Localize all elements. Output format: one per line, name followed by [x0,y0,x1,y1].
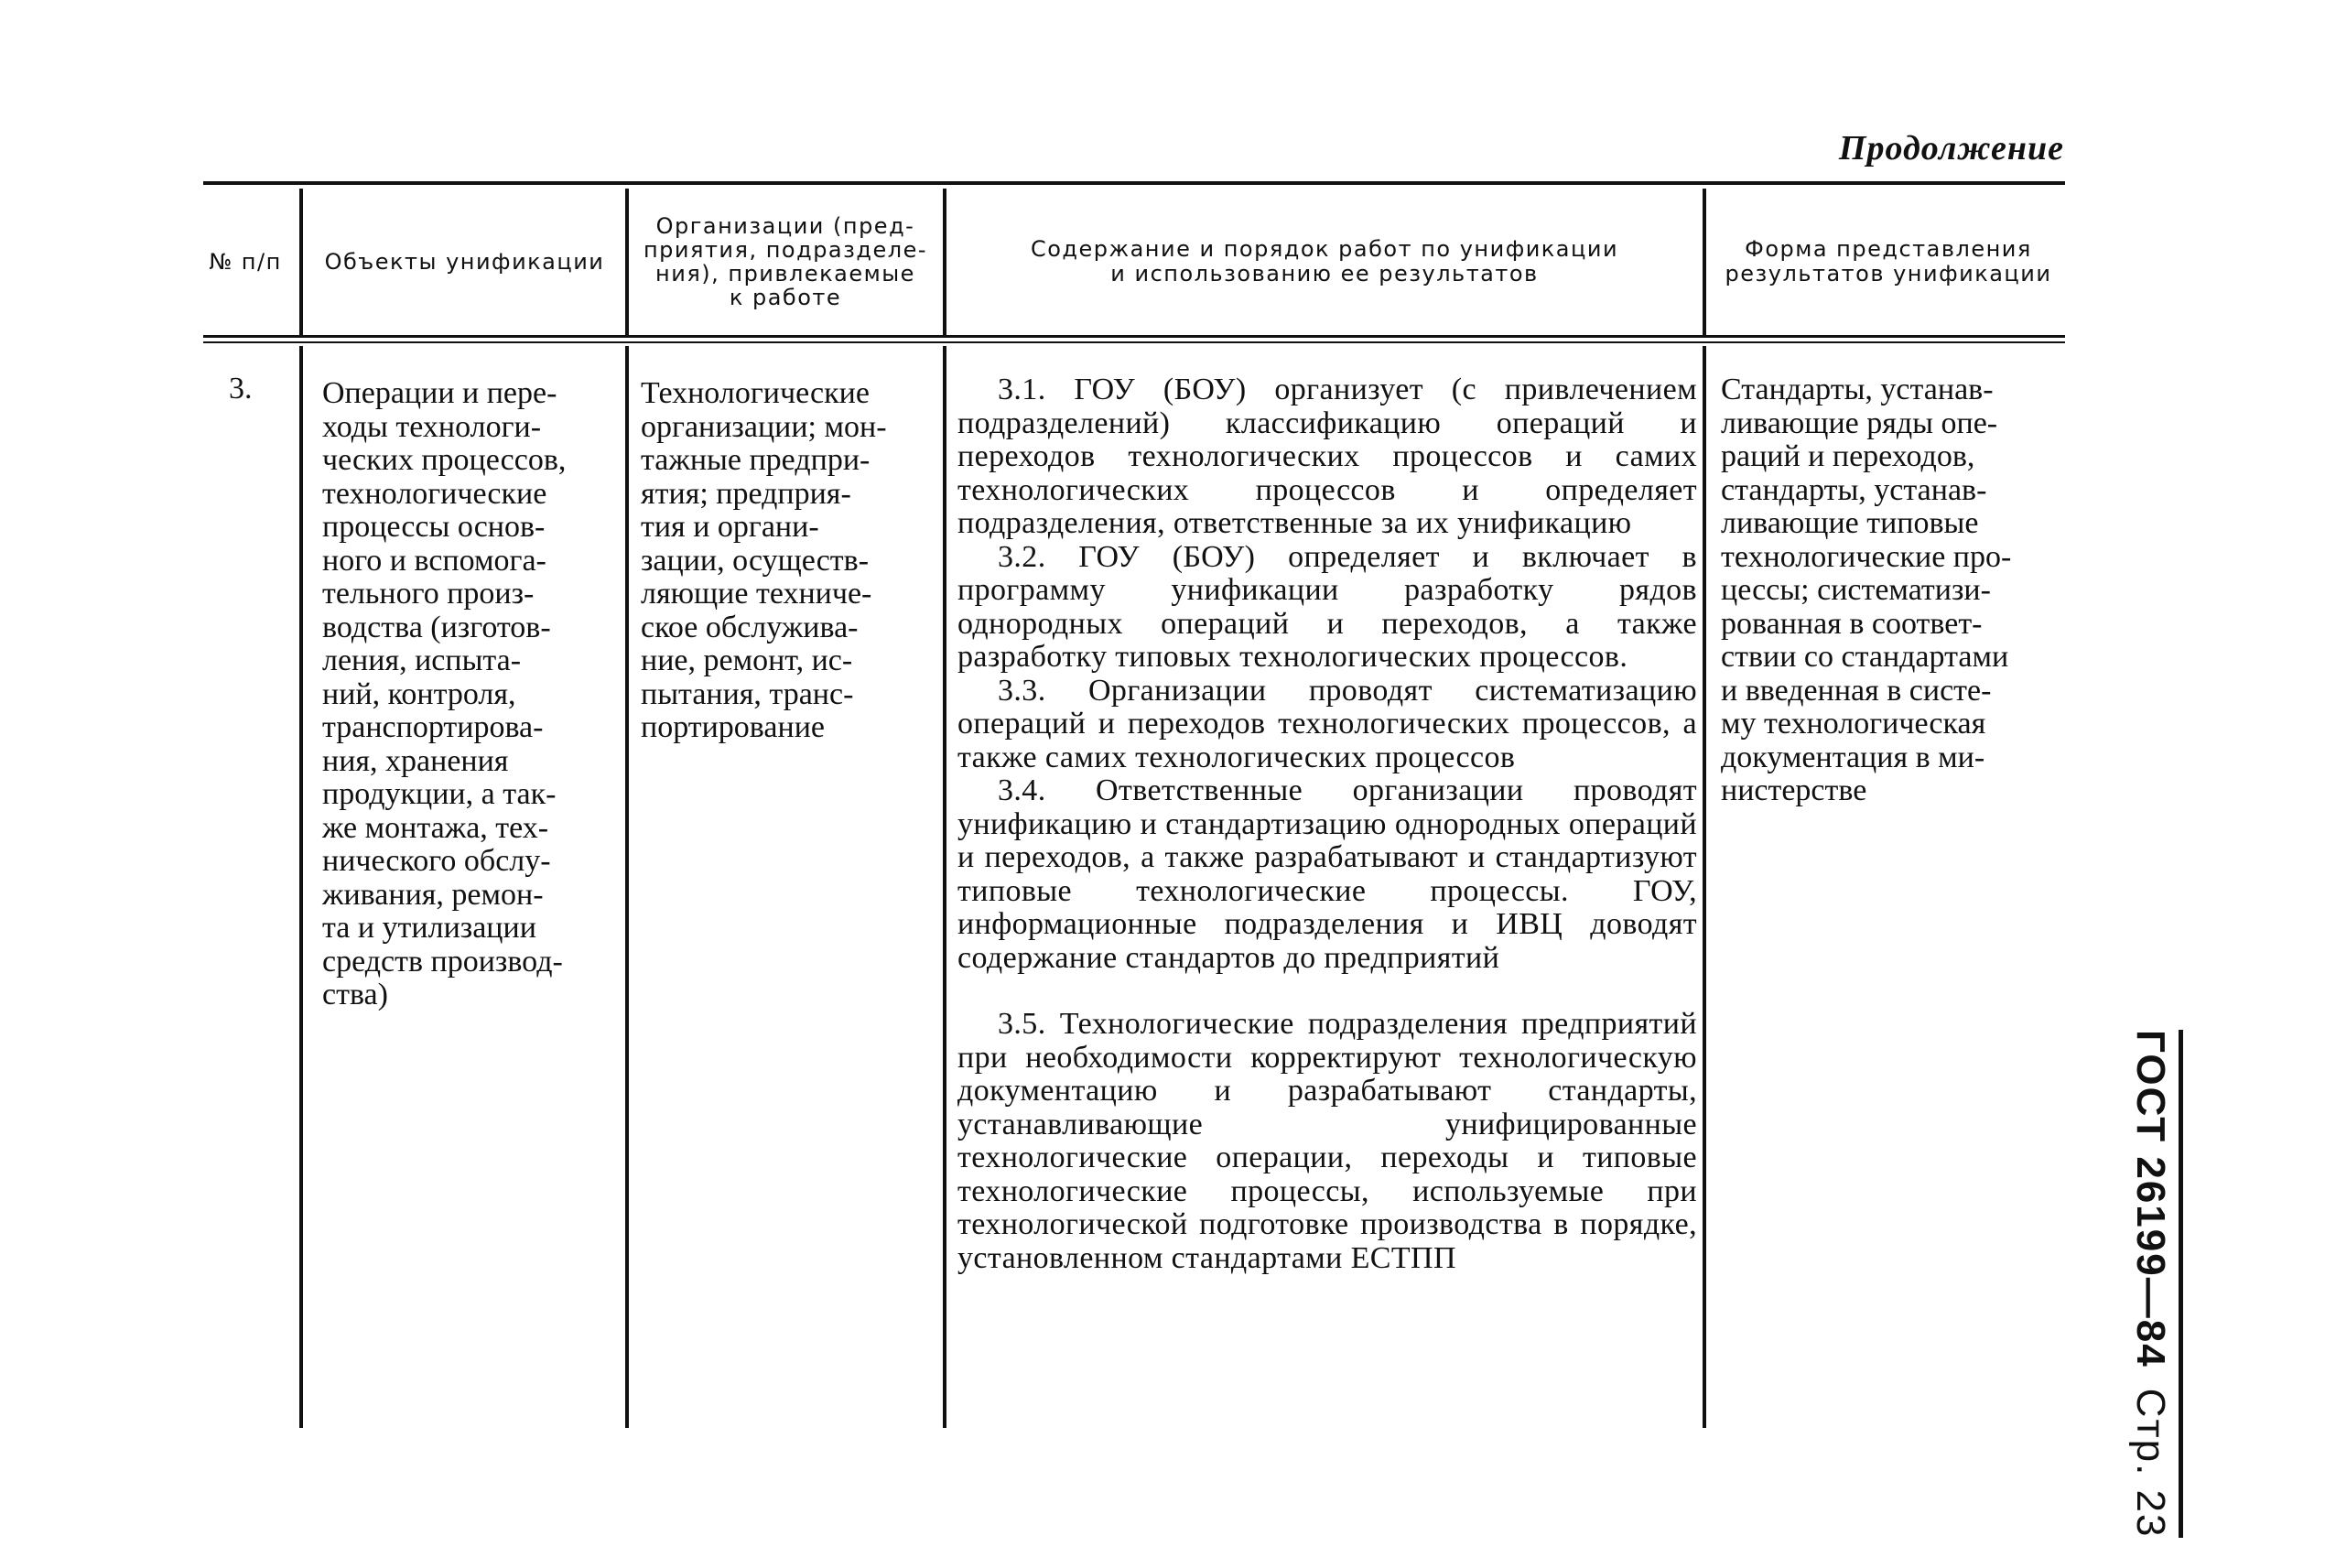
standard-designation: ГОСТ 26199—84 [2128,1030,2173,1368]
page-number: Стр. 23 [2128,1388,2173,1539]
header-form: Форма представления результатов унификации [1725,236,2052,287]
content-paragraph-3-1: 3.1. ГОУ (БОУ) организует (с привлечением подразделений) классификацию операций и переходов технологических процессов и самих технологических процессов и определяет подразделения, ответственные за их унификацию [957,373,1697,540]
header-divider-1 [299,189,303,335]
content-paragraph-3-3: 3.3. Организации проводят систематизацию операций и переходов технологических процессов, а также самих технологических процессов [957,673,1697,774]
side-label [2127,1030,2183,1538]
row-number: 3. [229,372,253,406]
body-divider-1 [299,346,303,1428]
body-divider-4 [1703,346,1706,1428]
content-paragraph-3-4: 3.4. Ответственные организации проводят унификацию и стандартизацию однородных операций и переходов, а также разрабатывают и стандартизуют типовые технологические процессы. ГОУ, информационные подразделения и ИВЦ доводят содержание стандартов до предприятий [957,773,1697,975]
continuation-label: Продолжение [1838,129,2064,168]
body-divider-2 [625,346,629,1428]
content-paragraph-3-5: 3.5. Технологические подразделения предприятий при необходимости корректируют технологическую документацию и разрабатывают стандарты, устанавливающие унифицированные технологические операции, переходы и типовые технологические процессы, используемые при технологической подготовке производства в порядке, установленном стандартами ЕСТПП [957,1007,1697,1275]
header-organizations: Организации (пред- приятия, подразделе- ния), привлекаемые к работе [643,213,928,310]
body-divider-3 [943,346,946,1428]
row-content [957,373,1697,1275]
row-form: Стандарты, устанав- ливающие ряды опе- раций и переходов, стандарты, устанав- ливающие типовые технологические про- цессы; систематизи- рованная в соответ- ствии со стандартами и введенная в систе- му технологическая документация в ми- нистерстве [1721,373,2012,807]
header-num: № п/п [209,248,282,275]
table-top-rule [203,181,2065,185]
content-paragraph-3-2: 3.2. ГОУ (БОУ) определяет и включает в программу унификации разработку рядов однородных операций и переходов, а также разработку типовых технологических процессов. [957,539,1697,674]
header-divider-2 [625,189,629,335]
header-divider-3 [943,189,946,335]
header-divider-4 [1703,189,1706,335]
header-bottom-rule-2 [203,341,2065,343]
row-organizations: Технологические организации; мон- тажные предпри- ятия; предприя- тия и органи- зации, осуществ- ляющие техниче- ское обслужива- ние, ремонт, ис- пытания, транс- портирование [641,376,887,744]
header-content: Содержание и порядок работ по унификации и использованию ее результатов [1030,236,1619,287]
header-objects: Объекты унификации [324,248,605,275]
header-bottom-rule [203,335,2065,338]
row-objects: Операции и пере- ходы технологи- ческих процессов, технологические процессы основ- ного и вспомога- тельного произ- водства (изготов- ления, испыта- ний, контроля, транспортирова- ния, хранения продукции, а так- же монтажа, тех- нического обслу- живания, ремон- та и утилизации средств производ- ства) [322,376,567,1011]
